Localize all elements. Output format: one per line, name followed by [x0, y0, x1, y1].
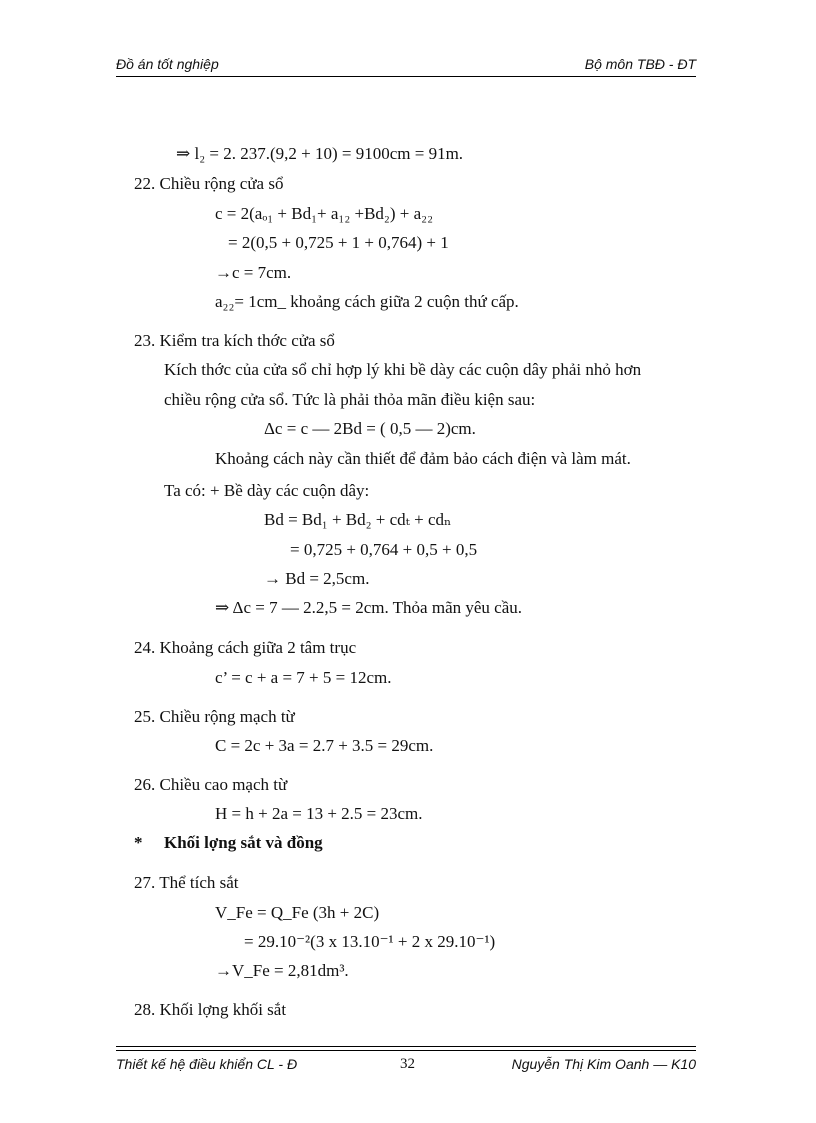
formula-bd-values: = 0,725 + 0,764 + 0,5 + 0,5	[290, 540, 478, 559]
note-a22: a₂₂= 1cm_ khoảng cách giữa 2 cuộn thứ cấp.	[215, 292, 519, 311]
section-25-heading: 25. Chiều rộng mạch từ	[134, 707, 295, 726]
formula-delta-c: Δc = c — 2Bd = ( 0,5 — 2)cm.	[264, 419, 476, 438]
line-l2-length: ⇒ l₂ = 2. 237.(9,2 + 10) = 9100cm = 91m.	[176, 144, 464, 163]
formula-c: c = 2(aₒ₁ + Bd₁+ a₁₂ +Bd₂) + a₂₂	[215, 204, 434, 223]
bullet-star: *	[134, 833, 143, 852]
paragraph-line-2: chiều rộng cửa sổ. Tức là phải thỏa mãn điều kiện sau:	[164, 390, 536, 409]
formula-vfe-values: = 29.10⁻²(3 x 13.10⁻¹ + 2 x 29.10⁻¹)	[244, 932, 496, 951]
paragraph-line-1: Kích thớc của cửa sổ chỉ hợp lý khi bề dày các cuộn dây phải nhỏ hơn	[164, 360, 642, 379]
formula-H: H = h + 2a = 13 + 2.5 = 23cm.	[215, 804, 423, 823]
paragraph-line-3: Khoảng cách này cần thiết để đảm bảo cách điện và làm mát.	[215, 449, 631, 468]
header-divider	[116, 76, 696, 77]
formula-C: C = 2c + 3a = 2.7 + 3.5 = 29cm.	[215, 736, 434, 755]
result-c: →c = 7cm.	[215, 263, 292, 282]
section-24-heading: 24. Khoảng cách giữa 2 tâm trục	[134, 638, 357, 657]
section-26-heading: 26. Chiều cao mạch từ	[134, 775, 288, 794]
formula-c-values: = 2(0,5 + 0,725 + 1 + 0,764) + 1	[228, 233, 449, 252]
section-22-heading: 22. Chiều rộng cửa sổ	[134, 174, 284, 193]
result-bd: → Bd = 2,5cm.	[264, 569, 370, 588]
footer-right: Nguyễn Thị Kim Oanh — K10	[511, 1056, 696, 1072]
footer-divider-top	[116, 1046, 696, 1047]
result-delta-c: ⇒ Δc = 7 — 2.2,5 = 2cm. Thỏa mãn yêu cầu.	[215, 598, 523, 617]
page-number: 32	[400, 1056, 415, 1072]
header-left: Đồ án tốt nghiệp	[116, 56, 219, 72]
formula-c-prime: c’ = c + a = 7 + 5 = 12cm.	[215, 668, 392, 687]
paragraph-line-4: Ta có: + Bề dày các cuộn dây:	[164, 481, 370, 500]
section-27-heading: 27. Thể tích sắt	[134, 873, 239, 892]
result-vfe: →V_Fe = 2,81dm³.	[215, 961, 349, 980]
section-23-heading: 23. Kiểm tra kích thớc cửa sổ	[134, 331, 335, 350]
formula-bd: Bd = Bd₁ + Bd₂ + cdₜ + cdₙ	[264, 510, 452, 529]
footer-left: Thiết kế hệ điều khiển CL - Đ	[116, 1056, 298, 1072]
section-28-heading: 28. Khối lợng khối sắt	[134, 1000, 287, 1019]
formula-vfe: V_Fe = Q_Fe (3h + 2C)	[215, 903, 380, 922]
footer-divider-bottom	[116, 1050, 696, 1051]
header-right: Bộ môn TBĐ - ĐT	[584, 56, 696, 72]
subsection-heading: Khối lợng sắt và đồng	[164, 833, 323, 852]
